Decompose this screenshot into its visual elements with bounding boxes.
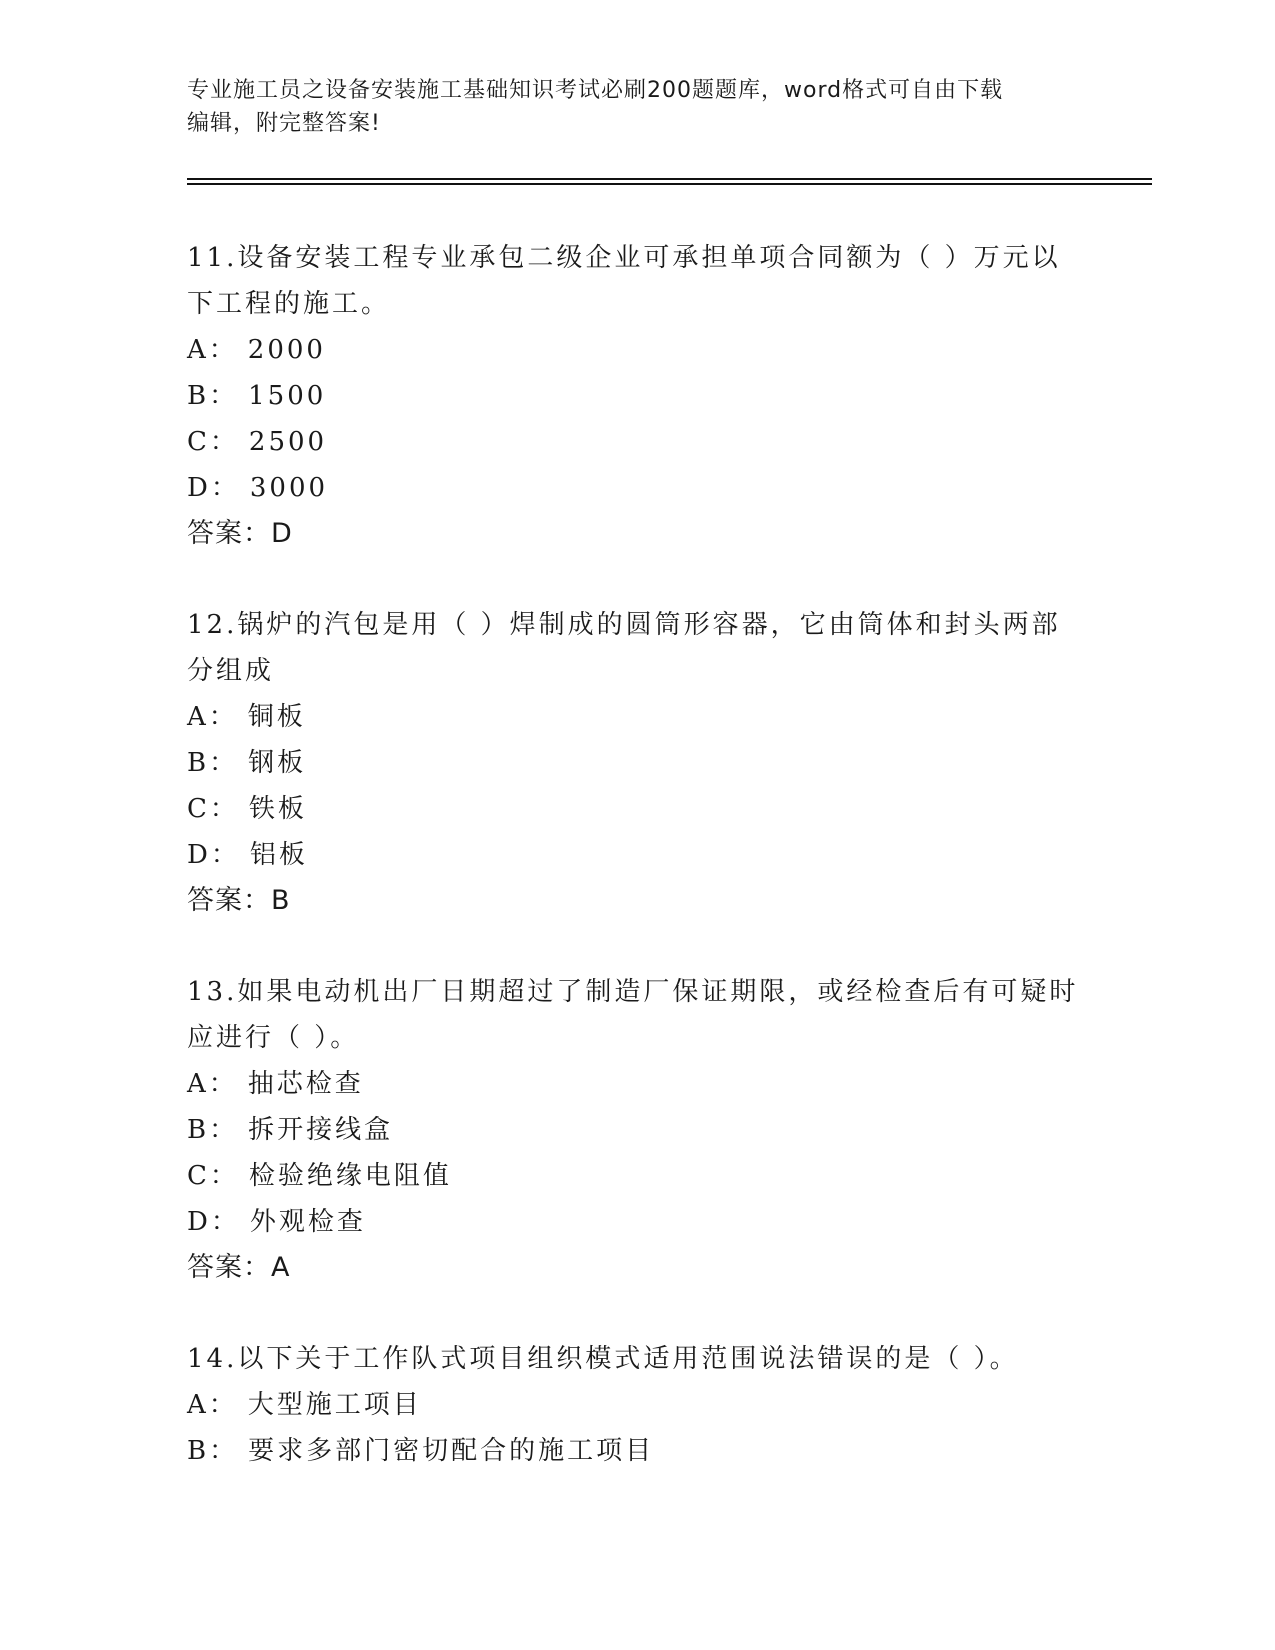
question-14: [187, 1336, 1087, 1474]
option-letter: B：: [187, 1436, 239, 1466]
option-letter: B：: [187, 381, 239, 411]
question-13: [187, 969, 1087, 1291]
document-header: [187, 74, 1087, 140]
option-b: [187, 740, 1087, 786]
option-letter: D：: [187, 473, 240, 503]
option-letter: C：: [187, 427, 239, 457]
option-value: 2000: [247, 335, 326, 365]
option-value: 大型施工项目: [247, 1390, 422, 1420]
option-c: [187, 786, 1087, 832]
question-text-line-2: 分组成: [187, 656, 275, 686]
question-number: 12.: [187, 610, 238, 640]
option-letter: C：: [187, 794, 239, 824]
option-value: 检验绝缘电阻值: [248, 1161, 452, 1191]
option-letter: A：: [187, 1069, 238, 1099]
option-value: 拆开接线盒: [248, 1115, 394, 1145]
option-value: 抽芯检查: [247, 1069, 364, 1099]
option-value: 铝板: [249, 840, 308, 870]
question-text-line-1: 锅炉的汽包是用（ ）焊制成的圆筒形容器，它由筒体和封头两部: [237, 610, 1061, 640]
option-a: [187, 1061, 1087, 1107]
question-11: [187, 235, 1087, 557]
option-letter: D：: [187, 840, 240, 870]
option-b: [187, 373, 1087, 419]
header-line-1: 专业施工员之设备安装施工基础知识考试必刷200题题库，word格式可自由下载: [187, 78, 1004, 103]
question-text-line-1: 设备安装工程专业承包二级企业可承担单项合同额为（ ）万元以: [237, 243, 1061, 273]
option-value: 1500: [248, 381, 327, 411]
option-c: [187, 1153, 1087, 1199]
question-text: [187, 602, 1087, 648]
option-a: [187, 694, 1087, 740]
option-b: [187, 1428, 1087, 1474]
question-number: 14.: [187, 1344, 238, 1374]
option-a: [187, 327, 1087, 373]
option-letter: D：: [187, 1207, 240, 1237]
option-value: 要求多部门密切配合的施工项目: [248, 1436, 655, 1466]
option-d: [187, 465, 1087, 511]
answer-label: 答案：D: [187, 518, 293, 549]
option-value: 钢板: [248, 748, 307, 778]
option-letter: C：: [187, 1161, 239, 1191]
option-c: [187, 419, 1087, 465]
question-text: [187, 1336, 1087, 1382]
question-list: [187, 235, 1087, 1519]
option-letter: A：: [187, 335, 238, 365]
header-line-2: 编辑，附完整答案!: [187, 111, 381, 136]
question-text: [187, 969, 1087, 1015]
option-value: 铜板: [247, 702, 306, 732]
option-value: 3000: [249, 473, 329, 503]
option-letter: A：: [187, 1390, 238, 1420]
question-text-line-2: 应进行（ ）。: [187, 1023, 360, 1053]
option-d: [187, 1199, 1087, 1245]
header-divider-top: [187, 178, 1152, 180]
question-12: [187, 602, 1087, 924]
option-a: [187, 1382, 1087, 1428]
option-letter: B：: [187, 1115, 239, 1145]
option-value: 2500: [248, 427, 328, 457]
question-number: 11.: [187, 243, 238, 273]
question-text-line-2: 下工程的施工。: [187, 289, 391, 319]
option-b: [187, 1107, 1087, 1153]
option-value: 外观检查: [249, 1207, 366, 1237]
option-letter: B：: [187, 748, 239, 778]
answer-label: 答案：A: [187, 1252, 291, 1283]
option-value: 铁板: [248, 794, 307, 824]
question-text-line-1: 以下关于工作队式项目组织模式适用范围说法错误的是（ ）。: [237, 1344, 1019, 1374]
header-divider-bottom: [187, 183, 1152, 185]
option-letter: A：: [187, 702, 238, 732]
question-number: 13.: [187, 977, 238, 1007]
answer-label: 答案：B: [187, 885, 291, 916]
question-text-line-1: 如果电动机出厂日期超过了制造厂保证期限，或经检查后有可疑时: [237, 977, 1079, 1007]
option-d: [187, 832, 1087, 878]
question-text: [187, 235, 1087, 281]
